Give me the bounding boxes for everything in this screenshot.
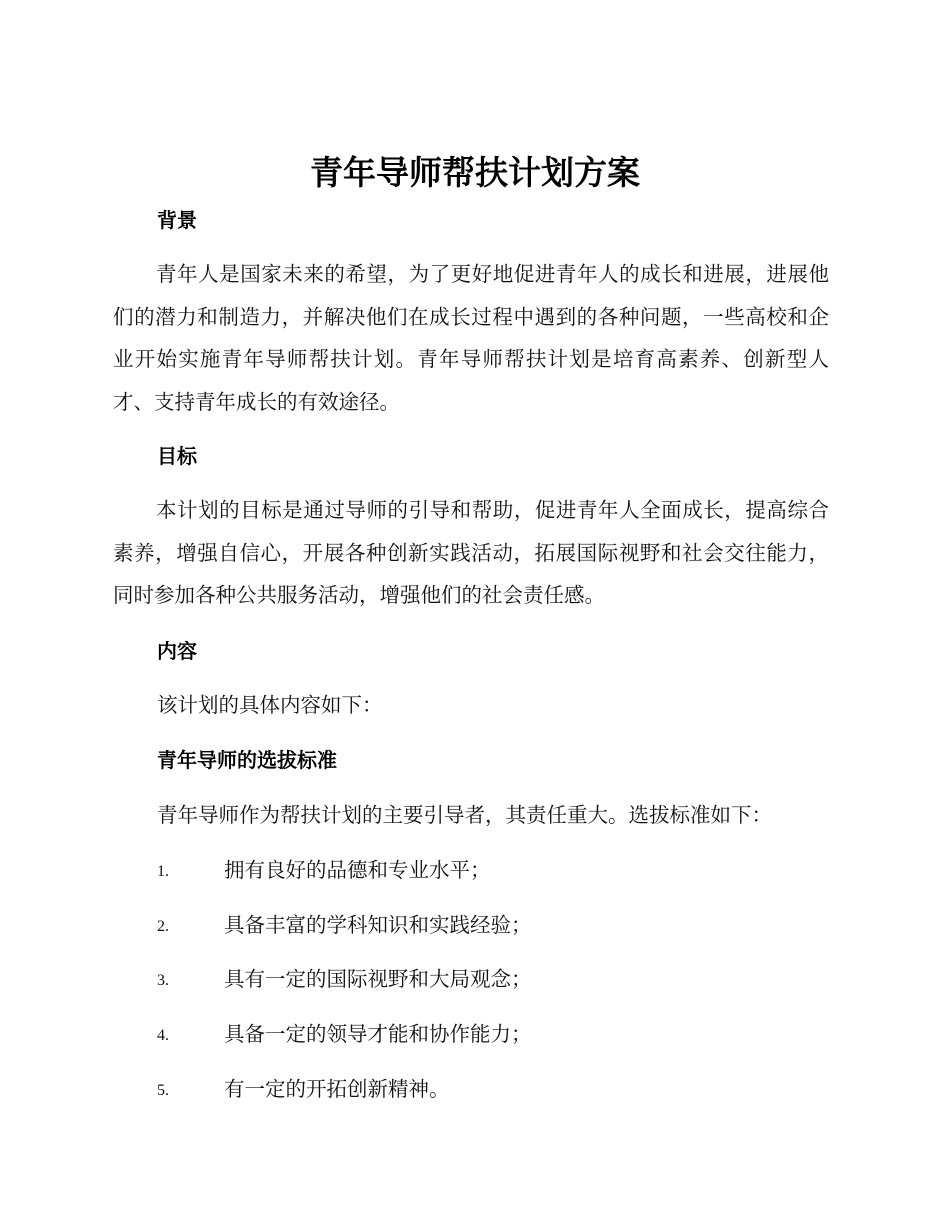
criteria-intro: 青年导师作为帮扶计划的主要引导者，其责任重大。选拔标准如下：	[157, 803, 772, 827]
heading-goal: 目标	[157, 444, 197, 468]
list-item-number: 4.	[157, 1027, 169, 1044]
list-item-text: 具备丰富的学科知识和实践经验；	[224, 913, 532, 937]
document-title: 青年导师帮扶计划方案	[310, 153, 640, 192]
paragraph-goal: 本计划的目标是通过导师的引导和帮助，促进青年人全面成长，提高综合素养，增强自信心，开展各种创新实践活动，拓展国际视野和社会交往能力，同时参加各种公共服务活动，增强他们的社会责任感。	[113, 498, 829, 607]
list-item-text: 拥有良好的品德和专业水平；	[224, 858, 491, 882]
list-item-number: 2.	[157, 918, 169, 935]
list-item-number: 3.	[157, 972, 169, 989]
list-item-number: 5.	[157, 1082, 169, 1099]
heading-background: 背景	[157, 208, 197, 232]
list-item-number: 1.	[157, 863, 169, 880]
list-item-text: 有一定的开拓创新精神。	[224, 1077, 450, 1101]
content-intro: 该计划的具体内容如下：	[157, 693, 383, 717]
paragraph-background: 青年人是国家未来的希望，为了更好地促进青年人的成长和进展，进展他们的潜力和制造力，并解决他们在成长过程中遇到的各种问题，一些高校和企业开始实施青年导师帮扶计划。青年导师帮扶计划是培育高素养、创新型人才、支持青年成长的有效途径。	[113, 262, 829, 414]
list-item-text: 具有一定的国际视野和大局观念；	[224, 967, 532, 991]
heading-content: 内容	[157, 639, 197, 663]
list-item-text: 具备一定的领导才能和协作能力；	[224, 1022, 532, 1046]
subheading-mentor-criteria: 青年导师的选拔标准	[157, 748, 337, 772]
